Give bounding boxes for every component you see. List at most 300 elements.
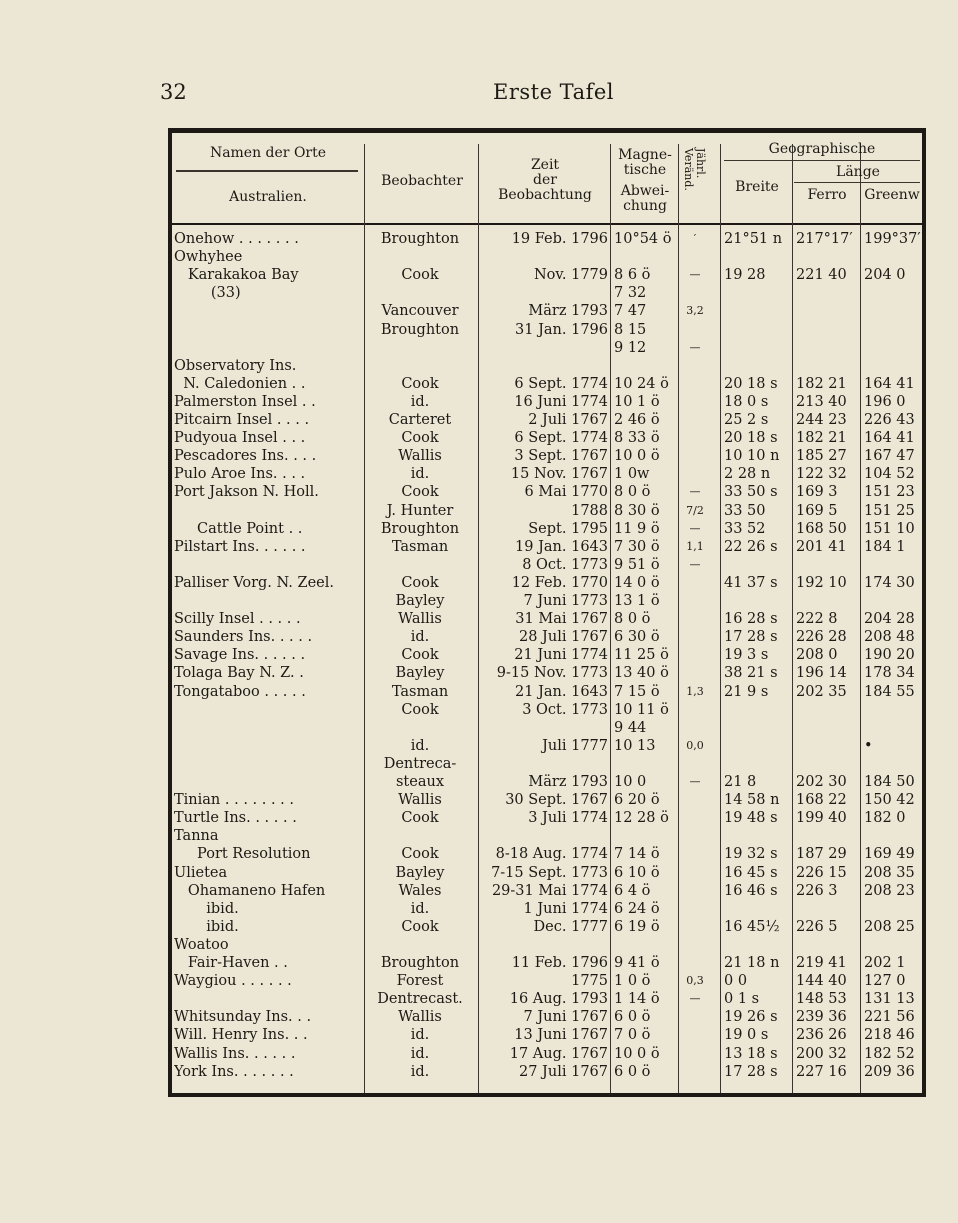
header-subrule bbox=[724, 160, 920, 161]
cell-name: Onehow . . . . . . . bbox=[174, 231, 299, 247]
header-zeit bbox=[480, 158, 610, 203]
table bbox=[168, 128, 926, 1103]
cell-green: 182 52 bbox=[864, 1045, 915, 1062]
table-row bbox=[168, 429, 926, 447]
bottom-rule bbox=[168, 1093, 926, 1097]
cell-lat: 33 50 bbox=[724, 502, 766, 519]
cell-name: Palliser Vorg. N. Zeel. bbox=[174, 574, 334, 591]
cell-ferro: 169 5 bbox=[796, 502, 838, 519]
table-row bbox=[168, 900, 926, 918]
cell-ferro: 202 30 bbox=[796, 774, 847, 790]
cell-name: Will. Henry Ins. . . bbox=[174, 1027, 308, 1044]
cell-green: 226 43 bbox=[864, 412, 915, 428]
cell-green: 164 41 bbox=[864, 375, 915, 392]
table-row bbox=[168, 375, 926, 393]
cell-mag: 6 20 ö bbox=[614, 792, 660, 809]
cell-mag: 11 25 ö bbox=[614, 647, 669, 664]
cell-green: 151 10 bbox=[864, 520, 915, 537]
cell-jahrl: 7/2 bbox=[686, 503, 704, 517]
cell-mag: 11 9 ö bbox=[614, 520, 660, 537]
cell-name: ibid. bbox=[174, 900, 239, 917]
cell-ferro: 219 41 bbox=[796, 955, 847, 971]
cell-ferro: 221 40 bbox=[796, 267, 847, 284]
cell-jahrl: — bbox=[689, 340, 701, 354]
cell-green: 202 1 bbox=[864, 955, 906, 971]
cell-ferro: 244 23 bbox=[796, 412, 847, 428]
cell-mag: 9 12 bbox=[614, 339, 647, 356]
cell-green: 150 42 bbox=[864, 792, 915, 809]
cell-lat: 16 46 s bbox=[724, 882, 778, 899]
cell-name: Turtle Ins. . . . . . bbox=[174, 810, 297, 827]
cell-name: Tongataboo . . . . . bbox=[174, 683, 306, 700]
cell-date: Dec. 1777 bbox=[533, 918, 608, 935]
cell-mag: 6 24 ö bbox=[614, 900, 660, 917]
cell-obs: Cook bbox=[401, 484, 439, 501]
cell-name: (33) bbox=[174, 285, 241, 302]
cell-ferro: 144 40 bbox=[796, 973, 847, 990]
table-row bbox=[168, 248, 926, 266]
cell-green: • bbox=[864, 737, 873, 754]
table-row bbox=[168, 610, 926, 628]
cell-date: Juli 1777 bbox=[542, 737, 608, 754]
cell-obs: Cook bbox=[401, 810, 439, 827]
cell-name: Tanna bbox=[174, 828, 219, 845]
cell-obs: Broughton bbox=[380, 955, 460, 971]
cell-lat: 16 28 s bbox=[724, 611, 778, 628]
cell-ferro: 226 3 bbox=[796, 882, 838, 899]
cell-obs: id. bbox=[410, 1027, 430, 1044]
cell-lat: 33 52 bbox=[724, 520, 766, 537]
cell-name: Ulietea bbox=[174, 864, 228, 881]
cell-lat: 16 45 s bbox=[724, 864, 778, 881]
cell-date: 3 Oct. 1773 bbox=[522, 701, 608, 718]
cell-ferro: 182 21 bbox=[796, 375, 847, 392]
table-row bbox=[168, 447, 926, 465]
cell-obs: Bayley bbox=[395, 665, 445, 682]
table-row bbox=[168, 773, 926, 791]
cell-green: 209 36 bbox=[864, 1063, 915, 1080]
cell-ferro: 239 36 bbox=[796, 1009, 847, 1026]
cell-lat: 20 18 s bbox=[724, 375, 778, 392]
table-row bbox=[168, 827, 926, 845]
cell-mag: 6 4 ö bbox=[614, 882, 651, 899]
cell-obs: id. bbox=[410, 737, 430, 754]
table-row bbox=[168, 1045, 926, 1063]
page-title: Erste Tafel bbox=[493, 80, 614, 104]
cell-mag: 10°54 ö bbox=[614, 231, 672, 247]
cell-ferro: 169 3 bbox=[796, 484, 838, 501]
cell-jahrl: — bbox=[689, 775, 701, 788]
cell-green: 167 47 bbox=[864, 448, 915, 465]
cell-name: Fair-Haven . . bbox=[174, 955, 288, 971]
cell-ferro: 168 50 bbox=[796, 520, 847, 537]
cell-lat: 33 50 s bbox=[724, 484, 778, 501]
table-row bbox=[168, 646, 926, 664]
cell-lat: 19 3 s bbox=[724, 647, 769, 664]
cell-mag: 6 10 ö bbox=[614, 864, 660, 881]
header-subrule bbox=[794, 182, 920, 183]
cell-green: 104 52 bbox=[864, 466, 915, 483]
cell-date: 1775 bbox=[571, 973, 608, 990]
cell-ferro: 199 40 bbox=[796, 810, 847, 827]
table-row bbox=[168, 284, 926, 302]
cell-date: März 1793 bbox=[528, 303, 608, 320]
cell-jahrl: 1,3 bbox=[686, 684, 704, 698]
cell-date: 3 Juli 1774 bbox=[528, 810, 608, 827]
cell-jahrl: — bbox=[689, 268, 701, 282]
cell-name: York Ins. . . . . . . bbox=[174, 1063, 294, 1080]
table-row bbox=[168, 520, 926, 538]
cell-mag: 13 1 ö bbox=[614, 593, 660, 609]
table-row bbox=[168, 1026, 926, 1044]
cell-green: 208 35 bbox=[864, 864, 915, 881]
table-row bbox=[168, 683, 926, 701]
cell-lat: 19 26 s bbox=[724, 1009, 778, 1026]
cell-obs: steaux bbox=[395, 774, 444, 790]
header-jahrl: Jährl. Veränd. bbox=[682, 148, 707, 191]
cell-name: Ohamaneno Hafen bbox=[174, 882, 326, 899]
table-row bbox=[168, 230, 926, 248]
cell-lat: 18 0 s bbox=[724, 393, 769, 410]
cell-lat: 10 10 n bbox=[724, 448, 780, 465]
cell-mag: 6 0 ö bbox=[614, 1063, 651, 1080]
header-rule bbox=[168, 223, 926, 225]
cell-name: Scilly Insel . . . . . bbox=[174, 611, 301, 628]
table-row bbox=[168, 411, 926, 429]
table-row bbox=[168, 1063, 926, 1081]
cell-name: Woatoo bbox=[174, 936, 229, 953]
cell-obs: Carteret bbox=[388, 412, 452, 428]
cell-lat: 22 26 s bbox=[724, 538, 778, 555]
cell-date: März 1793 bbox=[528, 774, 608, 790]
cell-ferro: 182 21 bbox=[796, 430, 847, 447]
cell-name: Tinian . . . . . . . . bbox=[174, 792, 295, 809]
cell-obs: Broughton bbox=[380, 321, 460, 338]
cell-ferro: 200 32 bbox=[796, 1045, 847, 1062]
cell-mag: 9 41 ö bbox=[614, 955, 660, 971]
cell-date: 6 Mai 1770 bbox=[524, 484, 608, 501]
table-row bbox=[168, 990, 926, 1008]
cell-lat: 17 28 s bbox=[724, 629, 778, 646]
cell-mag: 2 46 ö bbox=[614, 412, 660, 428]
cell-date: 8 Oct. 1773 bbox=[522, 556, 608, 573]
cell-lat: 14 58 n bbox=[724, 792, 780, 809]
cell-name: Wallis Ins. . . . . . bbox=[174, 1045, 296, 1062]
cell-green: 184 1 bbox=[864, 538, 906, 555]
cell-obs: Cook bbox=[401, 918, 439, 935]
cell-date: 9-15 Nov. 1773 bbox=[496, 665, 608, 682]
cell-green: 218 46 bbox=[864, 1027, 915, 1044]
cell-green: 127 0 bbox=[864, 973, 906, 990]
cell-mag: 10 1 ö bbox=[614, 393, 660, 410]
cell-obs: Cook bbox=[401, 701, 439, 718]
cell-mag: 13 40 ö bbox=[614, 665, 669, 682]
cell-green: 208 23 bbox=[864, 882, 915, 899]
cell-lat: 21 18 n bbox=[724, 955, 780, 971]
table-row bbox=[168, 954, 926, 972]
cell-ferro: 187 29 bbox=[796, 846, 847, 863]
cell-obs: id. bbox=[410, 466, 430, 483]
cell-date: 19 Feb. 1796 bbox=[511, 231, 608, 247]
header-zeit-line2: der bbox=[533, 172, 557, 188]
cell-date: 1788 bbox=[571, 502, 608, 519]
cell-date: 27 Juli 1767 bbox=[519, 1063, 608, 1080]
cell-jahrl: — bbox=[689, 992, 701, 1006]
table-row bbox=[168, 393, 926, 411]
page-number: 32 bbox=[160, 80, 187, 104]
cell-green: 178 34 bbox=[864, 665, 915, 682]
cell-date: Sept. 1795 bbox=[528, 520, 608, 537]
header-magnet bbox=[612, 148, 678, 214]
cell-ferro: 192 10 bbox=[796, 574, 847, 591]
cell-lat: 20 18 s bbox=[724, 430, 778, 447]
cell-lat: 2 28 n bbox=[724, 466, 771, 483]
cell-name: Saunders Ins. . . . . bbox=[174, 629, 313, 646]
cell-date: 29-31 Mai 1774 bbox=[491, 882, 608, 899]
table-row bbox=[168, 719, 926, 737]
cell-name: Port Resolution bbox=[174, 846, 311, 863]
cell-mag: 1 0 ö bbox=[614, 973, 651, 990]
cell-obs: id. bbox=[410, 393, 430, 410]
cell-date: 3 Sept. 1767 bbox=[514, 448, 608, 465]
table-row bbox=[168, 628, 926, 646]
cell-mag: 8 30 ö bbox=[614, 502, 660, 519]
cell-date: 21 Juni 1774 bbox=[514, 647, 608, 664]
cell-mag: 7 0 ö bbox=[614, 1027, 651, 1044]
cell-lat: 17 28 s bbox=[724, 1063, 778, 1080]
cell-jahrl: 0,3 bbox=[686, 974, 704, 988]
cell-date: 8-18 Aug. 1774 bbox=[495, 846, 608, 863]
cell-mag: 8 15 bbox=[614, 321, 647, 338]
cell-mag: 7 47 bbox=[614, 303, 647, 320]
cell-date: 7-15 Sept. 1773 bbox=[491, 864, 608, 881]
table-row bbox=[168, 882, 926, 900]
cell-mag: 9 51 ö bbox=[614, 556, 660, 573]
cell-date: Nov. 1779 bbox=[533, 267, 608, 284]
cell-green: 196 0 bbox=[864, 393, 906, 410]
cell-name: Owhyhee bbox=[174, 249, 243, 266]
cell-jahrl: ′ bbox=[693, 232, 697, 245]
cell-green: 151 23 bbox=[864, 484, 915, 501]
table-row bbox=[168, 357, 926, 375]
table-row bbox=[168, 1008, 926, 1026]
cell-green: 199°37′ bbox=[864, 231, 921, 247]
cell-obs: Cook bbox=[401, 574, 439, 591]
table-row bbox=[168, 465, 926, 483]
table-row bbox=[168, 266, 926, 284]
cell-obs: Dentrecast. bbox=[377, 991, 463, 1008]
cell-mag: 8 6 ö bbox=[614, 267, 651, 284]
cell-date: 15 Nov. 1767 bbox=[510, 466, 608, 483]
header-subrule bbox=[176, 170, 358, 172]
cell-green: 151 25 bbox=[864, 502, 915, 519]
table-row bbox=[168, 755, 926, 773]
table-row bbox=[168, 502, 926, 520]
cell-name: Pescadores Ins. . . . bbox=[174, 448, 317, 465]
header-namen: Namen der Orte bbox=[209, 145, 327, 161]
cell-name: Observatory Ins. bbox=[174, 357, 297, 374]
header-breite: Breite bbox=[735, 179, 779, 195]
cell-ferro: 148 53 bbox=[796, 991, 847, 1008]
cell-obs: Broughton bbox=[380, 520, 460, 537]
cell-ferro: 201 41 bbox=[796, 538, 847, 555]
cell-green: 131 13 bbox=[864, 991, 915, 1008]
cell-ferro: 222 8 bbox=[796, 611, 838, 628]
cell-date: 7 Juni 1767 bbox=[523, 1009, 608, 1026]
header-zeit-line1: Zeit bbox=[530, 157, 560, 173]
table-row bbox=[168, 592, 926, 610]
cell-date: 7 Juni 1773 bbox=[523, 593, 608, 609]
cell-obs: Wallis bbox=[398, 611, 442, 628]
table-row bbox=[168, 972, 926, 990]
table-row bbox=[168, 809, 926, 827]
table-row bbox=[168, 936, 926, 954]
cell-date: 16 Aug. 1793 bbox=[509, 991, 608, 1008]
header-zeit-line3: Beobachtung bbox=[498, 187, 592, 203]
cell-mag: 10 0 ö bbox=[614, 1045, 660, 1062]
cell-ferro: 226 28 bbox=[796, 629, 847, 646]
cell-obs: Cook bbox=[401, 430, 439, 447]
header-magnet-line2: tische bbox=[623, 162, 667, 178]
cell-name: Port Jakson N. Holl. bbox=[174, 484, 319, 501]
cell-date: 12 Feb. 1770 bbox=[511, 574, 608, 591]
cell-ferro: 213 40 bbox=[796, 393, 847, 410]
table-row bbox=[168, 864, 926, 882]
cell-ferro: 236 26 bbox=[796, 1027, 847, 1044]
table-row bbox=[168, 574, 926, 592]
cell-mag: 10 13 bbox=[614, 737, 656, 754]
cell-name: Palmerston Insel . . bbox=[174, 393, 316, 410]
cell-lat: 0 1 s bbox=[724, 991, 760, 1008]
cell-green: 204 28 bbox=[864, 611, 915, 628]
cell-obs: Wallis bbox=[398, 792, 442, 809]
table-row bbox=[168, 791, 926, 809]
cell-mag: 7 32 bbox=[614, 285, 647, 302]
cell-lat: 38 21 s bbox=[724, 665, 778, 682]
cell-mag: 12 28 ö bbox=[614, 810, 669, 827]
cell-jahrl: 1,1 bbox=[686, 539, 704, 553]
cell-green: 164 41 bbox=[864, 430, 915, 447]
cell-obs: J. Hunter bbox=[386, 502, 454, 519]
cell-obs: Bayley bbox=[395, 593, 445, 609]
cell-date: 6 Sept. 1774 bbox=[514, 375, 608, 392]
cell-date: 1 Juni 1774 bbox=[523, 900, 608, 917]
cell-lat: 19 32 s bbox=[724, 846, 778, 863]
header-ferro: Ferro bbox=[807, 187, 847, 203]
cell-lat: 19 0 s bbox=[724, 1027, 769, 1044]
cell-obs: Cook bbox=[401, 846, 439, 863]
cell-lat: 19 28 bbox=[724, 267, 766, 284]
cell-green: 184 50 bbox=[864, 774, 915, 790]
table-row bbox=[168, 339, 926, 357]
table-row bbox=[168, 664, 926, 682]
cell-date: 30 Sept. 1767 bbox=[505, 792, 608, 809]
cell-mag: 14 0 ö bbox=[614, 574, 660, 591]
cell-mag: 6 0 ö bbox=[614, 1009, 651, 1026]
cell-name: Pulo Aroe Ins. . . . bbox=[174, 466, 306, 483]
cell-obs: Tasman bbox=[391, 683, 449, 700]
cell-jahrl: — bbox=[689, 521, 701, 535]
table-row bbox=[168, 538, 926, 556]
cell-lat: 13 18 s bbox=[724, 1045, 778, 1062]
table-row bbox=[168, 302, 926, 320]
cell-date: 2 Juli 1767 bbox=[528, 412, 608, 428]
cell-mag: 10 0 ö bbox=[614, 448, 660, 465]
cell-lat: 16 45½ bbox=[724, 918, 780, 935]
cell-ferro: 226 15 bbox=[796, 864, 847, 881]
cell-name: ibid. bbox=[174, 918, 239, 935]
cell-lat: 19 48 s bbox=[724, 810, 778, 827]
cell-ferro: 227 16 bbox=[796, 1063, 847, 1080]
cell-green: 204 0 bbox=[864, 267, 906, 284]
cell-name: Pilstart Ins. . . . . . bbox=[174, 538, 306, 555]
cell-obs: Wales bbox=[398, 882, 442, 899]
cell-jahrl: — bbox=[689, 557, 701, 571]
cell-obs: Wallis bbox=[398, 1009, 442, 1026]
cell-date: 21 Jan. 1643 bbox=[515, 683, 608, 700]
cell-name: Waygiou . . . . . . bbox=[174, 973, 292, 990]
cell-lat: 0 0 bbox=[724, 973, 748, 990]
header-laenge: Länge bbox=[836, 164, 880, 180]
table-row bbox=[168, 918, 926, 936]
cell-lat: 21 9 s bbox=[724, 683, 769, 700]
cell-date: 16 Juni 1774 bbox=[514, 393, 608, 410]
cell-mag: 1 14 ö bbox=[614, 991, 660, 1008]
cell-ferro: 185 27 bbox=[796, 448, 847, 465]
cell-name: Cattle Point . . bbox=[174, 520, 303, 537]
cell-ferro: 226 5 bbox=[796, 918, 838, 935]
cell-mag: 8 33 ö bbox=[614, 430, 660, 447]
cell-date: 31 Mai 1767 bbox=[515, 611, 608, 628]
cell-green: 174 30 bbox=[864, 574, 915, 591]
top-rule bbox=[168, 128, 926, 133]
cell-obs: Vancouver bbox=[381, 303, 459, 320]
header-australien: Australien. bbox=[229, 189, 307, 205]
cell-green: 221 56 bbox=[864, 1009, 915, 1026]
cell-obs: Tasman bbox=[391, 538, 449, 555]
cell-green: 208 25 bbox=[864, 918, 915, 935]
table-row bbox=[168, 701, 926, 719]
cell-obs: Cook bbox=[401, 375, 439, 392]
cell-ferro: 168 22 bbox=[796, 792, 847, 809]
header-greenw: Greenw bbox=[864, 187, 920, 203]
cell-name: Whitsunday Ins. . . bbox=[174, 1009, 312, 1026]
cell-jahrl: 3,2 bbox=[686, 304, 704, 318]
cell-name: Pitcairn Insel . . . . bbox=[174, 412, 310, 428]
cell-obs: id. bbox=[410, 1045, 430, 1062]
cell-green: 169 49 bbox=[864, 846, 915, 863]
cell-date: 6 Sept. 1774 bbox=[514, 430, 608, 447]
cell-lat: 21°51 n bbox=[724, 231, 783, 247]
table-row bbox=[168, 556, 926, 574]
cell-green: 184 55 bbox=[864, 683, 915, 700]
table-row bbox=[168, 483, 926, 501]
cell-obs: Cook bbox=[401, 647, 439, 664]
cell-date: 17 Aug. 1767 bbox=[509, 1045, 608, 1062]
cell-mag: 6 30 ö bbox=[614, 629, 660, 646]
cell-obs: Bayley bbox=[395, 864, 445, 881]
header-geographische: Geographische bbox=[768, 141, 876, 157]
cell-name: Pudyoua Insel . . . bbox=[174, 430, 306, 447]
cell-green: 182 0 bbox=[864, 810, 906, 827]
cell-date: 11 Feb. 1796 bbox=[511, 955, 608, 971]
table-row bbox=[168, 737, 926, 755]
cell-ferro: 208 0 bbox=[796, 647, 838, 664]
header-magnet-line4: chung bbox=[623, 198, 667, 214]
cell-mag: 10 11 ö bbox=[614, 701, 669, 718]
cell-date: 31 Jan. 1796 bbox=[515, 321, 608, 338]
cell-mag: 8 0 ö bbox=[614, 611, 651, 628]
